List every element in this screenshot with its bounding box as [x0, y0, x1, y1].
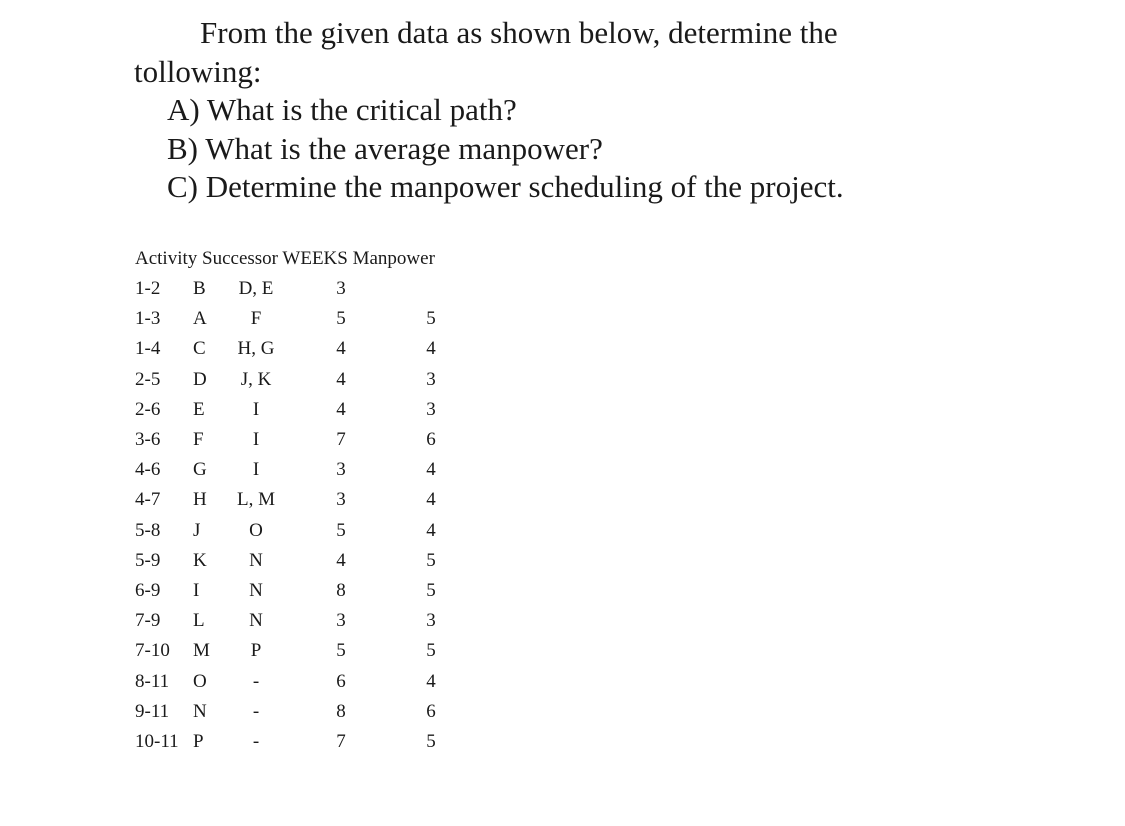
successor-cell: I — [252, 429, 260, 450]
table-row — [0, 277, 600, 307]
weeks-cell: 8 — [336, 700, 346, 722]
activity-cell: L — [193, 610, 205, 632]
event-cell: 8-11 — [135, 670, 170, 692]
weeks-cell: 5 — [336, 308, 346, 330]
activity-cell: E — [193, 398, 205, 420]
successor-cell: H, G — [237, 338, 275, 360]
successor-cell: J, K — [240, 368, 272, 390]
manpower-cell: 5 — [426, 640, 436, 662]
activity-cell: K — [193, 549, 207, 571]
weeks-cell: 3 — [336, 489, 346, 511]
activity-cell: M — [193, 640, 210, 662]
table-row — [0, 609, 600, 639]
successor-cell: N — [249, 610, 263, 632]
successor-cell: N — [249, 549, 263, 571]
table-row — [0, 398, 600, 428]
table-row — [0, 730, 600, 760]
manpower-cell: 5 — [426, 308, 436, 330]
weeks-cell: 7 — [336, 731, 346, 752]
activity-cell: P — [193, 731, 204, 752]
table-row — [0, 549, 600, 579]
event-cell: 4-7 — [135, 489, 161, 511]
table-row — [0, 428, 600, 458]
manpower-cell: 6 — [426, 700, 436, 722]
event-cell: 6-9 — [135, 580, 161, 601]
activity-cell: B — [193, 278, 206, 299]
event-cell: 2-6 — [135, 398, 161, 420]
activity-cell: F — [193, 429, 204, 450]
question-intro-line2: tollowing: — [134, 54, 262, 89]
manpower-cell: 3 — [426, 610, 436, 632]
event-cell: 7-9 — [135, 610, 161, 632]
successor-cell: P — [250, 640, 262, 662]
manpower-cell: 5 — [426, 580, 436, 601]
question-part-a: A) What is the critical path? — [167, 92, 517, 127]
successor-cell: N — [249, 580, 263, 601]
table-row — [0, 639, 600, 669]
successor-cell: F — [250, 308, 262, 330]
activity-cell: G — [193, 459, 207, 481]
event-cell: 5-9 — [135, 549, 161, 571]
weeks-cell: 4 — [336, 549, 346, 571]
weeks-cell: 4 — [336, 368, 346, 390]
weeks-cell: 8 — [336, 580, 346, 601]
weeks-cell: 3 — [336, 610, 346, 632]
successor-cell: I — [252, 398, 260, 420]
weeks-cell: 4 — [336, 398, 346, 420]
table-row — [0, 488, 600, 518]
manpower-cell: 4 — [426, 519, 436, 541]
weeks-cell: 7 — [336, 429, 346, 450]
weeks-cell: 6 — [336, 670, 346, 692]
activity-cell: C — [193, 338, 206, 360]
table-row — [0, 307, 600, 337]
activity-cell: D — [193, 368, 207, 390]
manpower-cell: 4 — [426, 338, 436, 360]
successor-cell: D, E — [238, 278, 274, 299]
successor-cell: - — [252, 670, 260, 692]
table-header: Activity Successor WEEKS Manpower — [135, 248, 435, 269]
table-row — [0, 337, 600, 367]
table-row — [0, 519, 600, 549]
activity-cell: J — [193, 519, 201, 541]
manpower-cell: 5 — [426, 549, 436, 571]
manpower-cell: 4 — [426, 670, 436, 692]
table-row — [0, 458, 600, 488]
manpower-cell: 6 — [426, 429, 436, 450]
event-cell: 1-4 — [135, 338, 161, 360]
question-part-b: B) What is the average manpower? — [167, 131, 603, 166]
successor-cell: - — [252, 700, 260, 722]
table-row — [0, 670, 600, 700]
event-cell: 1-2 — [135, 278, 161, 299]
manpower-cell: 3 — [426, 368, 436, 390]
activity-cell: N — [193, 700, 207, 722]
event-cell: 1-3 — [135, 308, 161, 330]
manpower-cell: 3 — [426, 398, 436, 420]
event-cell: 4-6 — [135, 459, 161, 481]
activity-cell: A — [193, 308, 207, 330]
question-part-c: C) Determine the manpower scheduling of the project. — [167, 169, 844, 204]
event-cell: 10-11 — [135, 731, 179, 752]
successor-cell: I — [252, 459, 260, 481]
activity-cell: H — [193, 489, 207, 511]
event-cell: 7-10 — [135, 640, 170, 662]
table-row — [0, 700, 600, 730]
table-row — [0, 579, 600, 609]
activity-cell: I — [193, 580, 200, 601]
manpower-cell: 4 — [426, 489, 436, 511]
event-cell: 9-11 — [135, 700, 170, 722]
event-cell: 2-5 — [135, 368, 161, 390]
event-cell: 3-6 — [135, 429, 161, 450]
activity-cell: O — [193, 670, 207, 692]
weeks-cell: 4 — [336, 338, 346, 360]
manpower-cell: 4 — [426, 459, 436, 481]
weeks-cell: 3 — [336, 278, 346, 299]
successor-cell: - — [252, 731, 260, 752]
successor-cell: O — [249, 519, 263, 541]
manpower-cell: 5 — [426, 731, 436, 752]
weeks-cell: 5 — [336, 640, 346, 662]
successor-cell: L, M — [237, 489, 275, 511]
weeks-cell: 3 — [336, 459, 346, 481]
table-row — [0, 368, 600, 398]
weeks-cell: 5 — [336, 519, 346, 541]
question-intro-line1: From the given data as shown below, determine the — [200, 15, 838, 50]
event-cell: 5-8 — [135, 519, 161, 541]
